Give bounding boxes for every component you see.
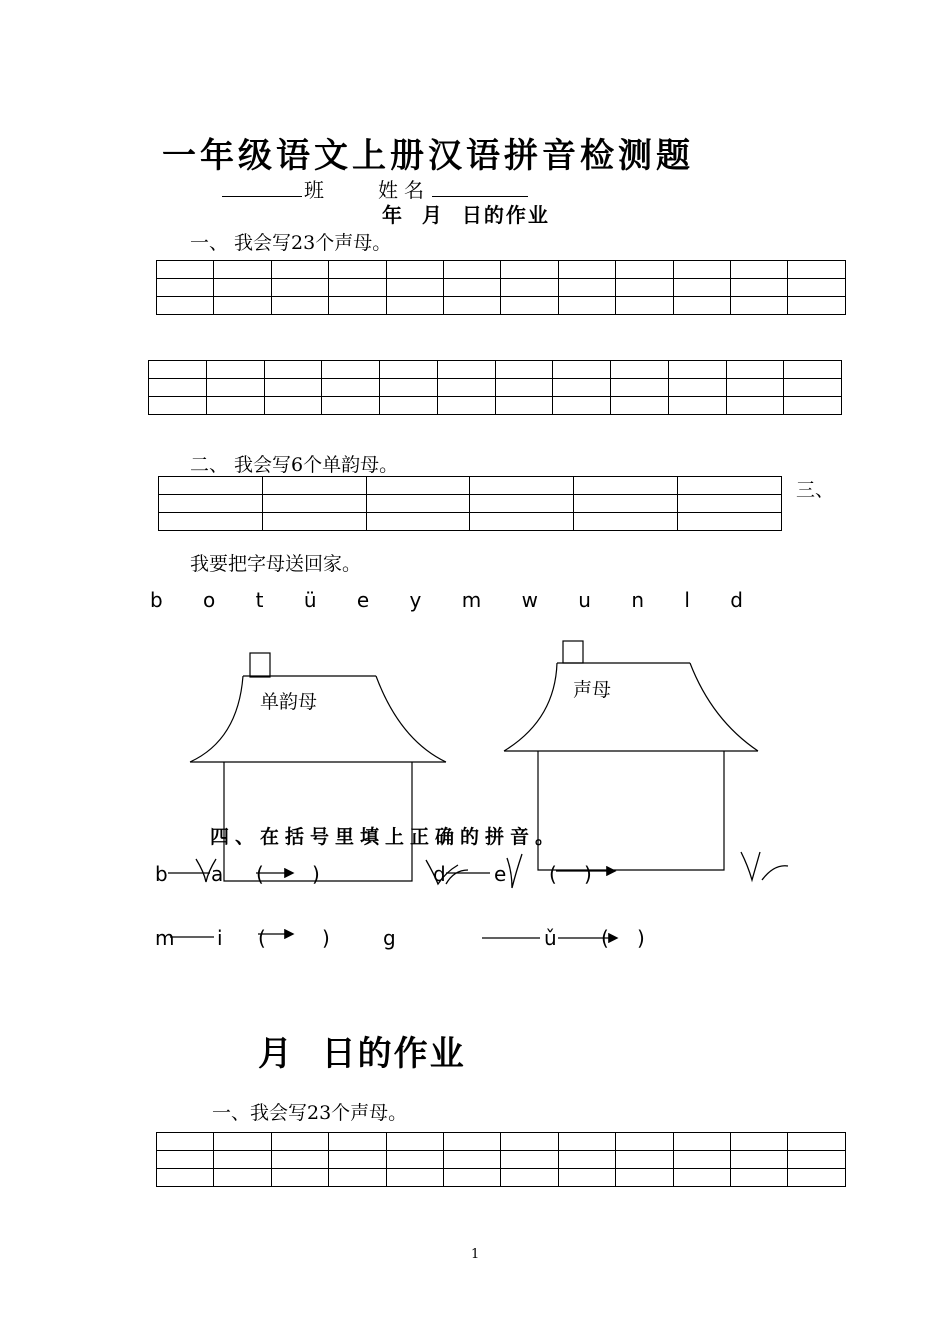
row1-paren-close: ) xyxy=(312,862,320,886)
letter-list: b o t ü e y m w u n l d xyxy=(150,588,760,612)
page-number: 1 xyxy=(471,1247,480,1262)
row2-letter-u: ǔ xyxy=(544,926,557,950)
house-right-label: 声母 xyxy=(573,679,612,701)
row1-paren2-open: ( xyxy=(549,862,557,886)
page-title: 一年级语文上册汉语拼音检测题 xyxy=(162,136,694,176)
consonant-grid-3[interactable] xyxy=(156,1132,846,1187)
row2-letter-m: m xyxy=(155,926,175,950)
section4-label: 四、在括号里填上正确的拼音。 xyxy=(210,826,561,848)
row2-letter-g: g xyxy=(383,926,396,950)
section3-label: 三、 xyxy=(796,479,835,501)
row1-letter-a: a xyxy=(211,862,224,886)
row1-letter-e: e xyxy=(494,862,507,886)
section1-label: 一、 我会写23个声母。 xyxy=(190,232,392,254)
date-line: 年 月 日的作业 xyxy=(382,203,550,227)
page2-section1-label: 一、我会写23个声母。 xyxy=(212,1102,408,1124)
row1-paren-open: ( xyxy=(256,862,264,886)
tone-mark-sketch-2 xyxy=(426,860,468,884)
tone-mark-sketch-1 xyxy=(196,859,216,882)
tone-mark-sketch-3 xyxy=(507,854,522,888)
row2-letter-i: i xyxy=(217,926,223,950)
row2-paren-open: ( xyxy=(258,926,266,950)
row1-letter-b: b xyxy=(155,862,168,886)
row1-letter-d: d xyxy=(433,862,446,886)
row1-paren2-close: ) xyxy=(584,862,592,886)
house-left-label: 单韵母 xyxy=(260,691,318,713)
name-label: 姓名 xyxy=(378,178,430,202)
page2-heading: 月 日的作业 xyxy=(258,1034,466,1074)
row2-paren2-close: ) xyxy=(637,926,645,950)
row2-paren2-open: ( xyxy=(601,926,609,950)
class-label: 班 xyxy=(304,178,324,202)
section3-instruction: 我要把字母送回家。 xyxy=(190,553,362,575)
tone-mark-sketch-4 xyxy=(741,852,788,880)
row2-paren-close: ) xyxy=(322,926,330,950)
section2-label: 二、 我会写6个单韵母。 xyxy=(190,454,399,476)
